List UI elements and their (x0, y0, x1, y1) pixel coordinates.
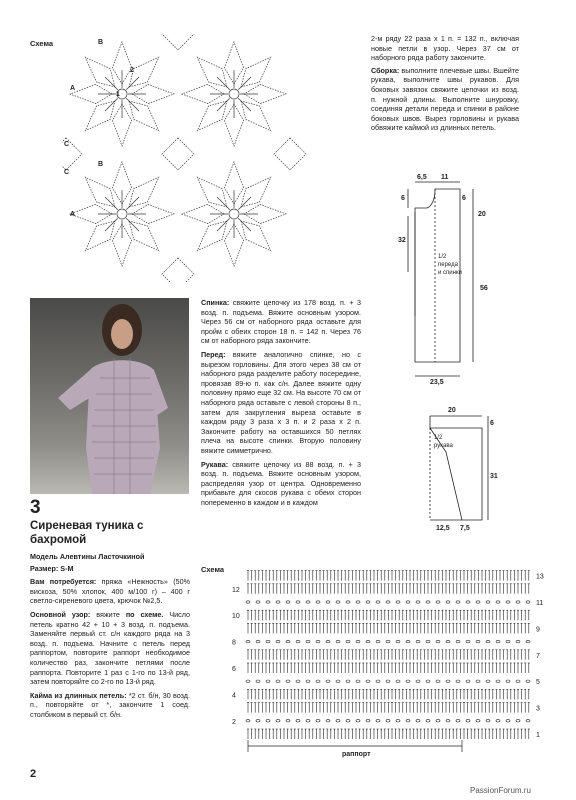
pattern-bold: по схеме. (125, 609, 164, 619)
assembly-text: выполните плечевые швы. Вшейте рукава, выполните швы рукавов. Для боковых завязок свяжите цепочки из возд. п. нужной длины. Выполните шнуровку, соединяя детали переда и спинки в районе боковых швов. Вырез горловины и рукава обвяжите каймой из длинных петель. (371, 65, 519, 133)
chain-stitch (296, 720, 300, 722)
page-number: 2 (30, 768, 37, 780)
chain-stitch (466, 601, 470, 603)
chain-stitch (496, 640, 500, 642)
scheme-motif (70, 162, 174, 266)
row-number-right: 5 (536, 679, 540, 687)
sleeve-dim-20: 20 (448, 407, 456, 414)
chain-stitch (476, 640, 480, 642)
chain-stitch (516, 601, 520, 603)
chain-stitch (266, 601, 270, 603)
chain-stitch (286, 680, 290, 682)
scheme-joiner (162, 34, 194, 50)
chain-stitch (456, 680, 460, 682)
chain-stitch (376, 601, 380, 603)
right-text-p1: 2-м ряду 22 раза х 1 п. = 132 п., включая новые петли в узор. Через 37 см от наборного ряда работу закончите. (371, 34, 519, 63)
chain-stitch (396, 601, 400, 603)
chain-stitch (366, 720, 370, 722)
body-label-2: переда (438, 262, 458, 268)
top-scheme-title: Схема (30, 39, 54, 48)
sleeve-dim-31: 31 (490, 473, 498, 480)
back-title: Спинка: (201, 298, 230, 307)
chain-stitch (436, 601, 440, 603)
sleeve-label-1: 1/2 (434, 435, 443, 441)
body-label-1: 1/2 (438, 254, 447, 260)
chain-stitch (366, 601, 370, 603)
chain-stitch (396, 640, 400, 642)
chain-stitch (416, 680, 420, 682)
chain-stitch (336, 601, 340, 603)
left-info-block (30, 552, 190, 720)
body-dim-6a: 6 (401, 195, 405, 202)
chain-stitch (386, 720, 390, 722)
front-text: вяжите аналогично спинке, но с вырезом горловины. Для этого через 38 см от наборного ряда разделите работу посередине, провязав 89-ю п. как с/н. Далее вяжите одну половину прямо еще 32 см. На высоте 70 см от наборного ряда оставьте с левой стороны 8 п., затем для закругления выреза оставьте в каждом ряду 3 раза х 3 п. и 2 раза х 2 п. Закончите работу на оставшихся 50 петлях плеча на высоте спинки. Вторую половину вяжите симметрично. (201, 349, 361, 455)
chain-stitch (386, 680, 390, 682)
chain-stitch (366, 640, 370, 642)
chain-stitch (346, 680, 350, 682)
chain-stitch (276, 640, 280, 642)
chain-stitch (446, 640, 450, 642)
chain-stitch (386, 640, 390, 642)
chain-stitch (406, 680, 410, 682)
chain-stitch (496, 720, 500, 722)
chain-stitch (326, 640, 330, 642)
chain-stitch (456, 640, 460, 642)
chain-stitch (486, 720, 490, 722)
model-photo-illustration (30, 298, 189, 494)
row-number-right: 7 (536, 652, 540, 660)
chain-stitch (506, 601, 510, 603)
chain-stitch (396, 680, 400, 682)
chain-stitch (356, 601, 360, 603)
chain-stitch (376, 640, 380, 642)
front-title: Перед: (201, 349, 226, 359)
chain-stitch (346, 720, 350, 722)
model-size: Размер: S-M (30, 563, 74, 573)
chain-stitch (416, 601, 420, 603)
chain-stitch (506, 680, 510, 682)
chain-stitch (316, 680, 320, 682)
chain-stitch (336, 640, 340, 642)
model-title: Сиреневая туника с бахромой (30, 520, 144, 546)
scheme-label-b: B (98, 39, 104, 46)
need-text: пряжа «Нежность» (50% вискоза, 50% хлопок, 400 м/100 г) – 400 г светло-сиреневого цвета, крючок №2,5. (30, 577, 190, 606)
chain-stitch (326, 680, 330, 682)
chain-stitch (506, 640, 510, 642)
row-number-right: 13 (536, 573, 544, 581)
back-text: свяжите цепочку из 178 возд. п. + 3 возд. п. подъема. Вяжите основным узором. Через 56 см от наборного ряда оставьте для пройм с обеих сторон 18 п. = 142 п. Через 76 см от наборного ряда закончите. (201, 298, 361, 346)
chain-stitch (316, 640, 320, 642)
chain-stitch (526, 601, 530, 603)
chain-stitch (246, 720, 250, 722)
row-number-left: 6 (232, 666, 236, 673)
body-pattern-diagram (398, 168, 510, 390)
scheme-motif (182, 162, 286, 266)
chain-stitch (316, 601, 320, 603)
chain-stitch (526, 640, 530, 642)
assembly-title: Сборка: (371, 65, 400, 75)
chain-stitch (496, 601, 500, 603)
bottom-stitch-chart (230, 558, 550, 758)
chain-stitch (476, 680, 480, 682)
scheme-joiner (274, 138, 306, 170)
chain-stitch (416, 640, 420, 642)
chain-stitch (516, 720, 520, 722)
chain-stitch (476, 601, 480, 603)
row-number-right: 11 (536, 600, 544, 607)
middle-text-block (201, 298, 361, 507)
chain-stitch (266, 640, 270, 642)
body-dim-23-5: 23,5 (430, 379, 444, 386)
bottom-scheme-title: Схема (201, 565, 225, 574)
chain-stitch (296, 640, 300, 642)
scheme-label-1: 1 (116, 91, 120, 98)
chain-stitch (466, 720, 470, 722)
row-number-left: 12 (232, 586, 240, 594)
chain-stitch (456, 720, 460, 722)
chain-stitch (276, 720, 280, 722)
pattern-text: Число петель кратно 42 + 10 + 3 возд. п. подъема. Заменяйте первый ст. с/н каждого ряда на 3 возд. п. подъема. Начните с петель перед раппортом, повторите раппорт необходимое количество раз, закончите петлями после раппорта. Повторите 1 раз с 1-го по 13-й ряд, затем повторяйте со 2-го по 13-й ряд. (30, 609, 191, 687)
pattern-mid: вяжите (90, 609, 126, 619)
chain-stitch (446, 720, 450, 722)
top-crochet-scheme (62, 34, 352, 282)
chain-stitch (506, 720, 510, 722)
scheme-label-c2: C (64, 169, 70, 176)
body-dim-32: 32 (398, 237, 406, 244)
rapport-label: раппорт (342, 751, 371, 758)
row-number-left: 2 (232, 718, 236, 726)
chain-stitch (326, 720, 330, 722)
chain-stitch (426, 720, 430, 722)
chain-stitch (406, 601, 410, 603)
chain-stitch (376, 680, 380, 682)
chain-stitch (346, 640, 350, 642)
chain-stitch (426, 601, 430, 603)
chain-stitch (316, 720, 320, 722)
chain-stitch (446, 601, 450, 603)
pattern-title: Основной узор: (30, 609, 91, 619)
chain-stitch (456, 601, 460, 603)
scheme-joiner (162, 258, 194, 282)
scheme-label-2: 2 (130, 67, 134, 74)
chain-stitch (256, 720, 260, 722)
chain-stitch (306, 640, 310, 642)
chain-stitch (476, 720, 480, 722)
chain-stitch (306, 680, 310, 682)
chain-stitch (446, 680, 450, 682)
row-number-right: 3 (536, 705, 540, 713)
chain-stitch (276, 680, 280, 682)
row-number-left: 4 (232, 692, 236, 700)
chain-stitch (486, 680, 490, 682)
scheme-label-c: C (64, 141, 70, 148)
chain-stitch (246, 640, 250, 642)
row-number-right: 1 (536, 732, 540, 739)
row-number-left: 8 (232, 639, 236, 647)
scheme-label-a: A (70, 85, 76, 92)
model-photo (30, 298, 189, 494)
scheme-label-a2: A (70, 211, 76, 218)
chain-stitch (356, 640, 360, 642)
chain-stitch (246, 680, 250, 682)
chain-stitch (436, 720, 440, 722)
model-number: 3 (30, 497, 41, 518)
chain-stitch (436, 640, 440, 642)
chain-stitch (286, 640, 290, 642)
chain-stitch (366, 680, 370, 682)
scheme-label-b2: B (98, 161, 104, 168)
body-label-3: и спинки (438, 270, 462, 276)
chain-stitch (256, 680, 260, 682)
body-dim-6b: 6 (462, 195, 466, 202)
chain-stitch (516, 680, 520, 682)
chain-stitch (436, 680, 440, 682)
body-dim-56: 56 (480, 285, 488, 292)
sleeve-label-2: рукава (434, 443, 453, 449)
scheme-joiner (162, 138, 194, 170)
chain-stitch (326, 601, 330, 603)
chain-stitch (406, 640, 410, 642)
chain-stitch (416, 720, 420, 722)
chain-stitch (356, 680, 360, 682)
chain-stitch (256, 640, 260, 642)
sleeve-text: свяжите цепочку из 88 возд. п. + 3 возд. п. подъема. Вяжите основным узором, распределяя узор от центра. Одновременно прибавьте для скосов рукава с обеих сторон попеременно в каждом и в каждом (201, 459, 361, 507)
chain-stitch (486, 640, 490, 642)
chain-stitch (306, 601, 310, 603)
edge-title: Кайма из длинных петель: (30, 690, 127, 700)
chain-stitch (336, 720, 340, 722)
chain-stitch (246, 601, 250, 603)
sleeve-dim-6: 6 (490, 420, 494, 427)
sleeve-dim-7-5: 7,5 (460, 525, 470, 532)
chain-stitch (286, 720, 290, 722)
chain-stitch (526, 720, 530, 722)
chain-stitch (306, 720, 310, 722)
chain-stitch (276, 601, 280, 603)
watermark: PassionForum.ru (470, 786, 531, 795)
row-number-right: 9 (536, 626, 540, 634)
edge-text: *2 ст. б/н, 30 возд. п., повторяйте от *, закончите 1 соед. столбиком в первый ст. б/н. (30, 690, 190, 719)
chain-stitch (396, 720, 400, 722)
chain-stitch (526, 680, 530, 682)
chain-stitch (466, 680, 470, 682)
chain-stitch (486, 601, 490, 603)
chain-stitch (296, 680, 300, 682)
scheme-motif (182, 42, 286, 146)
sleeve-title: Рукава: (201, 459, 229, 469)
chain-stitch (346, 601, 350, 603)
need-title: Вам потребуется: (30, 577, 97, 587)
chain-stitch (386, 601, 390, 603)
chain-stitch (256, 601, 260, 603)
chain-stitch (496, 680, 500, 682)
chain-stitch (296, 601, 300, 603)
chain-stitch (466, 640, 470, 642)
sleeve-pattern-diagram (422, 402, 502, 532)
chain-stitch (426, 680, 430, 682)
row-number-left: 10 (232, 613, 240, 621)
sleeve-dim-12-5: 12,5 (436, 525, 450, 532)
chain-stitch (266, 680, 270, 682)
body-dim-6-5: 6,5 (417, 174, 427, 181)
chain-stitch (356, 720, 360, 722)
body-dim-11: 11 (441, 174, 449, 181)
right-text-block (371, 34, 519, 133)
chain-stitch (406, 720, 410, 722)
body-dim-20: 20 (478, 211, 486, 218)
chain-stitch (376, 720, 380, 722)
chain-stitch (266, 720, 270, 722)
scheme-motif (70, 42, 174, 146)
chain-stitch (426, 640, 430, 642)
chain-stitch (336, 680, 340, 682)
chain-stitch (286, 601, 290, 603)
model-author: Модель Алевтины Ласточкиной (30, 552, 145, 561)
chain-stitch (516, 640, 520, 642)
